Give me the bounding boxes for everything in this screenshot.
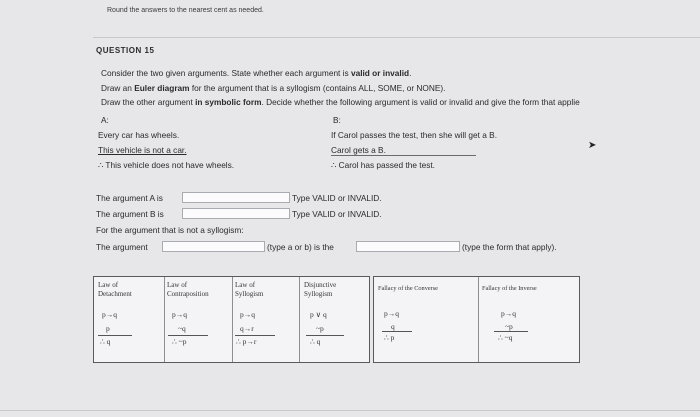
question-header: QUESTION 15 [96, 46, 155, 55]
non-syllogism-label: For the argument that is not a syllogism: [96, 225, 244, 235]
argument-label: The argument [96, 242, 148, 252]
detachment-premise-1: p→q [102, 310, 117, 319]
answer-b-label: The argument B is [96, 209, 164, 219]
argument-b-validity-input[interactable] [182, 208, 290, 219]
instruction-line-1: Consider the two given arguments. State whether each argument is valid or invalid. [101, 68, 412, 78]
argument-form-input[interactable] [356, 241, 460, 252]
argument-a-validity-input[interactable] [182, 192, 290, 203]
divider [93, 37, 700, 38]
mouse-cursor-icon: ➤ [588, 140, 597, 151]
argument-b-label: B: [333, 115, 341, 125]
instruction-line-3: Draw the other argument in symbolic form. Decide whether the following argument is valid or invalid and give the form that applie [101, 97, 580, 107]
argument-b-premise-1: If Carol passes the test, then she will get a B. [331, 130, 498, 140]
fallacy-forms-table [373, 276, 580, 363]
rounding-note: Round the answers to the nearest cent as needed. [107, 7, 264, 14]
header-law-of-detachment: Law of Detachment [98, 281, 132, 298]
answer-a-hint: Type VALID or INVALID. [292, 193, 382, 203]
form-hint: (type the form that apply). [462, 242, 557, 252]
argument-a-premise-1: Every car has wheels. [98, 130, 180, 140]
header-fallacy-of-the-converse: Fallacy of the Converse [378, 285, 438, 292]
converse-conclusion: ∴ p [384, 333, 395, 342]
converse-premise-2: q [391, 322, 395, 331]
valid-forms-table [93, 276, 370, 363]
header-disjunctive-syllogism: Disjunctive Syllogism [304, 281, 337, 298]
contraposition-conclusion: ∴ ~p [172, 337, 187, 346]
disjunctive-premise-2: ~p [316, 324, 324, 333]
syllogism-conclusion: ∴ p→r [236, 337, 257, 346]
inverse-premise-1: p→q [501, 309, 516, 318]
disjunctive-premise-1: p ∨ q [310, 310, 327, 319]
answer-b-hint: Type VALID or INVALID. [292, 209, 382, 219]
disjunctive-conclusion: ∴ q [310, 337, 321, 346]
syllogism-premise-2: q→r [240, 324, 254, 333]
page-bottom-divider [0, 410, 700, 411]
argument-a-label: A: [101, 115, 109, 125]
converse-premise-1: p→q [384, 309, 399, 318]
argument-a-premise-2: This vehicle is not a car. [98, 145, 187, 155]
argument-b-conclusion: ∴ Carol has passed the test. [331, 160, 435, 170]
contraposition-premise-2: ~q [178, 324, 186, 333]
header-law-of-syllogism: Law of Syllogism [235, 281, 264, 298]
answer-a-label: The argument A is [96, 193, 163, 203]
contraposition-premise-1: p→q [172, 310, 187, 319]
argument-letter-input[interactable] [162, 241, 265, 252]
argument-a-conclusion: ∴ This vehicle does not have wheels. [98, 160, 235, 170]
header-fallacy-of-the-inverse: Fallacy of the Inverse [482, 285, 537, 292]
inverse-conclusion: ∴ ~q [498, 333, 513, 342]
instruction-line-2: Draw an Euler diagram for the argument that is a syllogism (contains ALL, SOME, or NONE). [101, 83, 446, 93]
header-law-of-contraposition: Law of Contraposition [167, 281, 209, 298]
inverse-premise-2: ~p [505, 322, 513, 331]
argument-b-rule [331, 155, 476, 156]
type-ab-hint: (type a or b) is the [267, 242, 334, 252]
argument-b-premise-2: Carol gets a B. [331, 145, 386, 155]
syllogism-premise-1: p→q [240, 310, 255, 319]
detachment-conclusion: ∴ q [100, 337, 111, 346]
detachment-premise-2: p [106, 324, 110, 333]
